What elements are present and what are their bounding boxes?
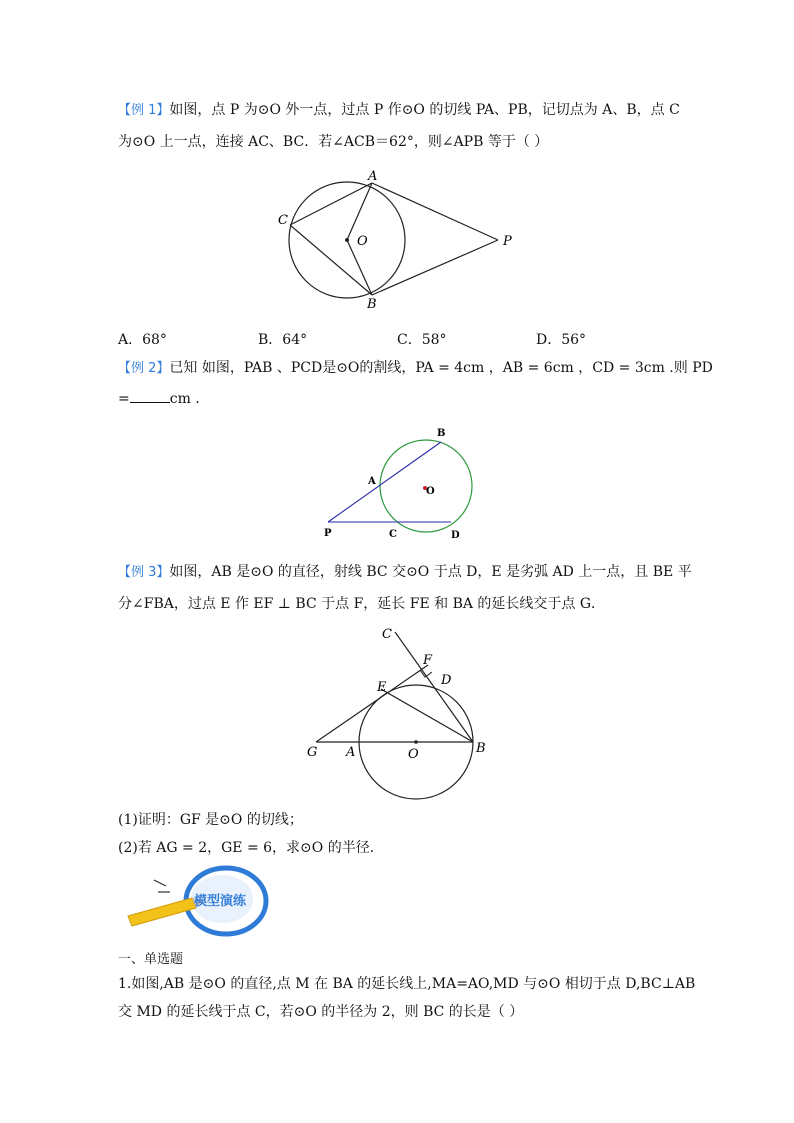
label-d3: D <box>441 673 452 688</box>
label-c3: C <box>382 627 392 642</box>
label-o3: O <box>408 747 419 762</box>
label-d2: D <box>451 530 460 540</box>
radius-oa <box>347 183 372 240</box>
example2-tag: 【例 2】 <box>118 361 170 376</box>
label-a3: A <box>346 745 356 760</box>
example1-line1 <box>118 100 680 121</box>
example1-figure <box>270 165 530 310</box>
option-a[interactable]: A．68° <box>118 332 167 348</box>
unit-cm: cm . <box>169 391 200 407</box>
example2-figure <box>318 420 488 540</box>
chord-ca <box>290 183 372 225</box>
example3-q1: (1)证明：GF 是⊙O 的切线； <box>118 812 303 828</box>
model-practice-banner <box>122 864 272 938</box>
label-o2: O <box>426 486 435 497</box>
label-o: O <box>357 234 368 249</box>
center-dot3 <box>414 740 418 744</box>
label-a2: A <box>368 476 376 487</box>
example3-q2: (2)若 AG = 2，GE = 6，求⊙O 的半径． <box>118 840 384 856</box>
label-f3: F <box>423 653 433 668</box>
line-gf <box>316 665 428 742</box>
answer-blank[interactable] <box>130 388 170 403</box>
example3-tag: 【例 3】 <box>118 565 170 580</box>
example2-line2 <box>118 388 200 409</box>
example1-text1: 如图，点 P 为⊙O 外一点，过点 P 作⊙O 的切线 PA、PB，记切点为 A、B，点 C <box>169 102 680 118</box>
example3-text1: 如图，AB 是⊙O 的直径，射线 BC 交⊙O 于点 D，E 是劣弧 AD 上一点，且 BE 平 <box>169 564 692 580</box>
tangent-pa <box>372 183 498 240</box>
label-b2: B <box>437 428 446 439</box>
label-p2: P <box>324 528 332 539</box>
example3-line2: 分∠FBA，过点 E 作 EF ⊥ BC 于点 F，延长 FE 和 BA 的延长线交于点 G． <box>118 596 606 612</box>
label-e3: E <box>377 680 387 695</box>
ray-bc <box>395 632 473 742</box>
example1-tag: 【例 1】 <box>118 103 170 118</box>
example2-line1 <box>118 358 713 379</box>
example3-figure <box>300 618 500 803</box>
option-d[interactable]: D．56° <box>536 332 587 348</box>
label-b: B <box>367 297 377 310</box>
q1-line1: 1.如图,AB 是⊙O 的直径,点 M 在 BA 的延长线上,MA=AO,MD 与⊙O 相切于点 D,BC⊥AB <box>118 976 696 992</box>
banner-title: 模型演练 <box>194 894 247 909</box>
q1-line2: 交 MD 的延长线于点 C，若⊙O 的半径为 2，则 BC 的长是（ ） <box>118 1004 524 1020</box>
label-p: P <box>503 234 512 249</box>
line-be <box>381 689 473 742</box>
label-a: A <box>368 169 378 184</box>
center-dot <box>345 238 349 242</box>
label-g3: G <box>307 745 318 760</box>
option-b[interactable]: B．64° <box>258 332 308 348</box>
label-c: C <box>278 213 288 228</box>
equals-sign: = <box>118 391 130 407</box>
right-angle-mark <box>420 670 432 677</box>
label-c2: C <box>389 529 397 540</box>
example2-text1: 已知 如图，PAB 、PCD是⊙O的割线，PA = 4cm ，AB = 6cm ，CD = 3cm .则 PD <box>169 360 713 376</box>
section-title: 一、单选题 <box>118 952 184 967</box>
example1-line2: 为⊙O 上一点，连接 AC、BC．若∠ACB＝62°，则∠APB 等于（ ） <box>118 134 549 150</box>
example3-line1 <box>118 562 692 583</box>
secant-pab <box>328 442 441 522</box>
tangent-pb <box>372 240 498 295</box>
option-c[interactable]: C．58° <box>397 332 447 348</box>
label-b3: B <box>476 741 486 756</box>
